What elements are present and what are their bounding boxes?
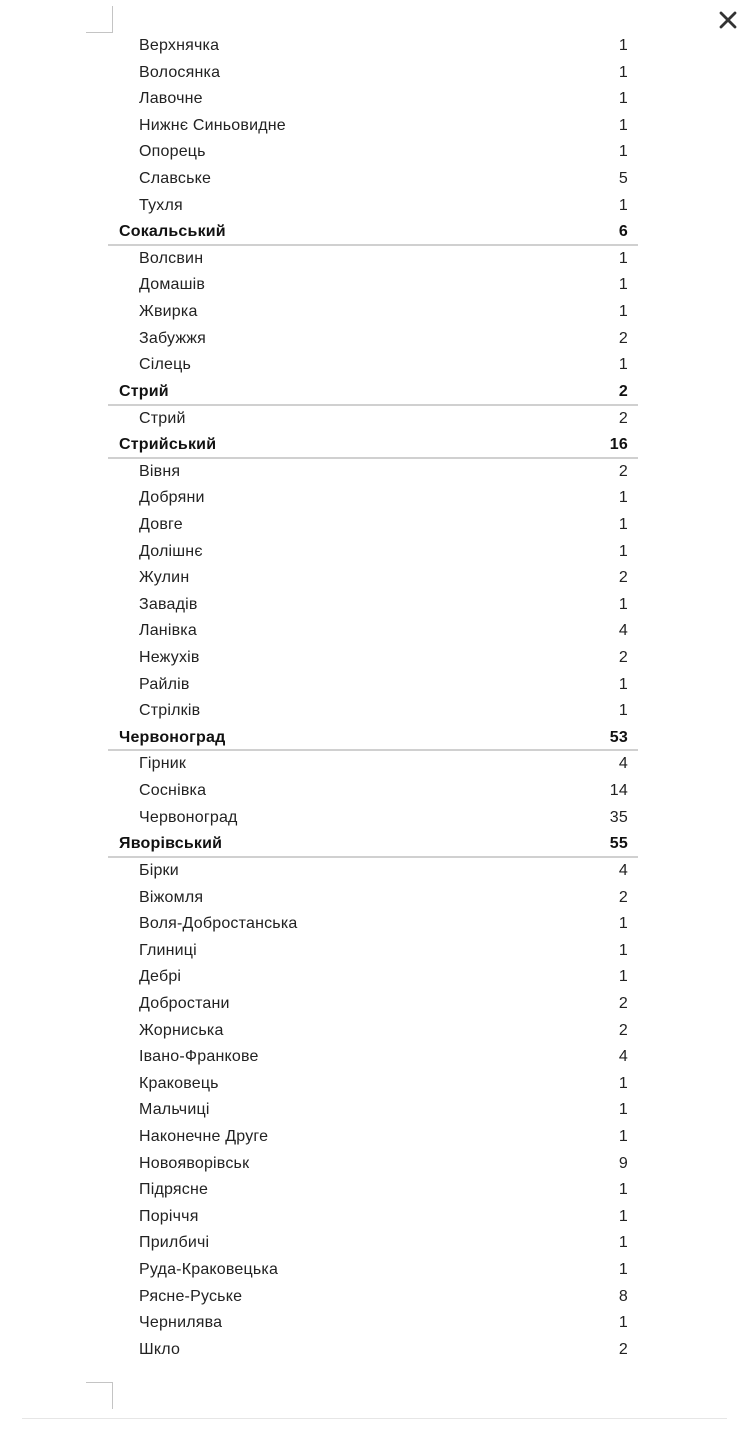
settlement-count: 2 — [618, 649, 628, 667]
settlement-name: Лавочне — [139, 90, 203, 108]
settlement-count: 1 — [618, 303, 628, 321]
settlement-name: Бірки — [139, 861, 179, 879]
settlement-name: Віжомля — [139, 888, 204, 906]
settlement-row — [108, 778, 638, 805]
settlement-row — [108, 1204, 638, 1231]
settlement-row — [108, 964, 638, 991]
settlement-row — [108, 858, 638, 885]
settlement-row — [108, 751, 638, 778]
settlement-name: Рясне-Руське — [139, 1287, 243, 1305]
crop-mark-bottom — [86, 1382, 113, 1409]
settlement-row — [108, 352, 638, 379]
settlement-row — [108, 1177, 638, 1204]
settlement-row — [108, 565, 638, 592]
settlement-count: 1 — [618, 356, 628, 374]
settlement-count: 2 — [618, 569, 628, 587]
settlement-count: 2 — [618, 1021, 628, 1039]
settlement-count: 4 — [618, 622, 628, 640]
district-name: Червоноград — [119, 728, 226, 746]
district-count: 53 — [609, 728, 628, 746]
settlement-row — [108, 139, 638, 166]
settlement-count: 2 — [618, 409, 628, 427]
settlement-row — [108, 1230, 638, 1257]
settlement-row — [108, 991, 638, 1018]
settlement-row — [108, 1124, 638, 1151]
settlement-name: Жулин — [139, 569, 190, 587]
settlement-count: 1 — [618, 1314, 628, 1332]
district-row — [108, 219, 638, 246]
settlement-row — [108, 618, 638, 645]
settlement-name: Нежухів — [139, 649, 200, 667]
settlement-row — [108, 406, 638, 433]
settlement-name: Сілець — [139, 356, 192, 374]
settlement-table — [108, 33, 638, 1363]
settlement-name: Поріччя — [139, 1207, 199, 1225]
settlement-count: 4 — [618, 861, 628, 879]
district-name: Стрий — [119, 382, 169, 400]
settlement-name: Чернилява — [139, 1314, 223, 1332]
settlement-name: Опорець — [139, 143, 206, 161]
district-count: 2 — [618, 382, 628, 400]
settlement-count: 1 — [618, 675, 628, 693]
settlement-row — [108, 193, 638, 220]
settlement-row — [108, 113, 638, 140]
settlement-count: 1 — [618, 37, 628, 54]
settlement-count: 1 — [618, 1234, 628, 1252]
settlement-row — [108, 299, 638, 326]
settlement-name: Вівня — [139, 462, 181, 480]
settlement-count: 1 — [618, 515, 628, 533]
district-row — [108, 725, 638, 752]
settlement-count: 1 — [618, 968, 628, 986]
settlement-row — [108, 698, 638, 725]
settlement-count: 1 — [618, 1207, 628, 1225]
settlement-name: Гірник — [139, 755, 187, 773]
crop-mark-top — [86, 6, 113, 33]
settlement-name: Івано-Франкове — [139, 1048, 259, 1066]
settlement-row — [108, 272, 638, 299]
settlement-row — [108, 672, 638, 699]
settlement-name: Новояворівськ — [139, 1154, 250, 1172]
settlement-name: Нижнє Синьовидне — [139, 116, 286, 134]
settlement-row — [108, 805, 638, 832]
close-icon — [719, 11, 737, 29]
settlement-name: Ланівка — [139, 622, 197, 640]
settlement-name: Мальчиці — [139, 1101, 210, 1119]
settlement-count: 1 — [618, 1127, 628, 1145]
settlement-count: 9 — [618, 1154, 628, 1172]
settlement-count: 1 — [618, 542, 628, 560]
district-count: 55 — [609, 835, 628, 853]
settlement-name: Волосянка — [139, 63, 221, 81]
settlement-count: 1 — [618, 1261, 628, 1279]
settlement-row — [108, 1310, 638, 1337]
settlement-count: 4 — [618, 1048, 628, 1066]
settlement-row — [108, 326, 638, 353]
settlement-row — [108, 512, 638, 539]
district-count: 6 — [618, 223, 628, 241]
settlement-name: Червоноград — [139, 808, 238, 826]
district-row — [108, 831, 638, 858]
settlement-count: 2 — [618, 462, 628, 480]
settlement-count: 2 — [618, 994, 628, 1012]
settlement-row — [108, 1257, 638, 1284]
settlement-name: Славське — [139, 170, 212, 188]
district-name: Сокальський — [119, 223, 226, 241]
settlement-name: Підрясне — [139, 1181, 209, 1199]
settlement-row — [108, 1044, 638, 1071]
settlement-row — [108, 938, 638, 965]
settlement-name: Стрий — [139, 409, 186, 427]
settlement-row — [108, 246, 638, 273]
settlement-row — [108, 60, 638, 87]
settlement-count: 1 — [618, 1181, 628, 1199]
settlement-row — [108, 1097, 638, 1124]
settlement-row — [108, 1018, 638, 1045]
district-name: Стрийський — [119, 436, 217, 454]
settlement-name: Краковець — [139, 1074, 219, 1092]
settlement-name: Волсвин — [139, 249, 204, 267]
settlement-row — [108, 33, 638, 60]
settlement-name: Стрілків — [139, 702, 201, 720]
settlement-name: Руда-Краковецька — [139, 1261, 279, 1279]
settlement-row — [108, 539, 638, 566]
settlement-row — [108, 166, 638, 193]
settlement-name: Добростани — [139, 994, 230, 1012]
bottom-divider — [22, 1418, 727, 1419]
settlement-count: 35 — [609, 808, 628, 826]
settlement-count: 1 — [618, 595, 628, 613]
settlement-count: 1 — [618, 143, 628, 161]
settlement-row — [108, 485, 638, 512]
settlement-count: 14 — [609, 782, 628, 800]
settlement-name: Дебрі — [139, 968, 182, 986]
settlement-name: Райлів — [139, 675, 190, 693]
district-row — [108, 432, 638, 459]
settlement-count: 1 — [618, 1101, 628, 1119]
settlement-count: 1 — [618, 915, 628, 933]
settlement-count: 4 — [618, 755, 628, 773]
settlement-count: 8 — [618, 1287, 628, 1305]
settlement-row — [108, 885, 638, 912]
settlement-name: Тухля — [139, 196, 183, 214]
settlement-count: 1 — [618, 702, 628, 720]
settlement-name: Домашів — [139, 276, 206, 294]
settlement-row — [108, 1337, 638, 1364]
settlement-row — [108, 592, 638, 619]
settlement-row — [108, 1071, 638, 1098]
settlement-row — [108, 1151, 638, 1178]
settlement-row — [108, 645, 638, 672]
settlement-name: Шкло — [139, 1340, 181, 1358]
settlement-name: Забужжя — [139, 329, 207, 347]
settlement-count: 2 — [618, 329, 628, 347]
settlement-count: 1 — [618, 1074, 628, 1092]
settlement-count: 2 — [618, 1340, 628, 1358]
settlement-count: 1 — [618, 941, 628, 959]
settlement-count: 1 — [618, 196, 628, 214]
settlement-name: Жорниська — [139, 1021, 224, 1039]
settlement-row — [108, 86, 638, 113]
settlement-name: Верхнячка — [139, 37, 220, 54]
settlement-count: 1 — [618, 276, 628, 294]
settlement-count: 5 — [618, 170, 628, 188]
settlement-count: 1 — [618, 63, 628, 81]
settlement-row — [108, 911, 638, 938]
settlement-name: Долішнє — [139, 542, 203, 560]
settlement-row — [108, 459, 638, 486]
district-name: Яворівський — [119, 835, 223, 853]
settlement-name: Довге — [139, 515, 183, 533]
close-button[interactable] — [714, 6, 742, 34]
settlement-name: Жвирка — [139, 303, 198, 321]
settlement-count: 1 — [618, 90, 628, 108]
settlement-name: Наконечне Друге — [139, 1127, 269, 1145]
settlement-count: 1 — [618, 249, 628, 267]
settlement-name: Завадів — [139, 595, 198, 613]
settlement-name: Соснівка — [139, 782, 207, 800]
settlement-count: 1 — [618, 489, 628, 507]
settlement-name: Прилбичі — [139, 1234, 210, 1252]
settlement-count: 1 — [618, 116, 628, 134]
district-count: 16 — [609, 436, 628, 454]
settlement-name: Глиниці — [139, 941, 197, 959]
settlement-count: 2 — [618, 888, 628, 906]
settlement-name: Воля-Добростанська — [139, 915, 298, 933]
district-row — [108, 379, 638, 406]
settlement-row — [108, 1284, 638, 1311]
settlement-name: Добряни — [139, 489, 205, 507]
